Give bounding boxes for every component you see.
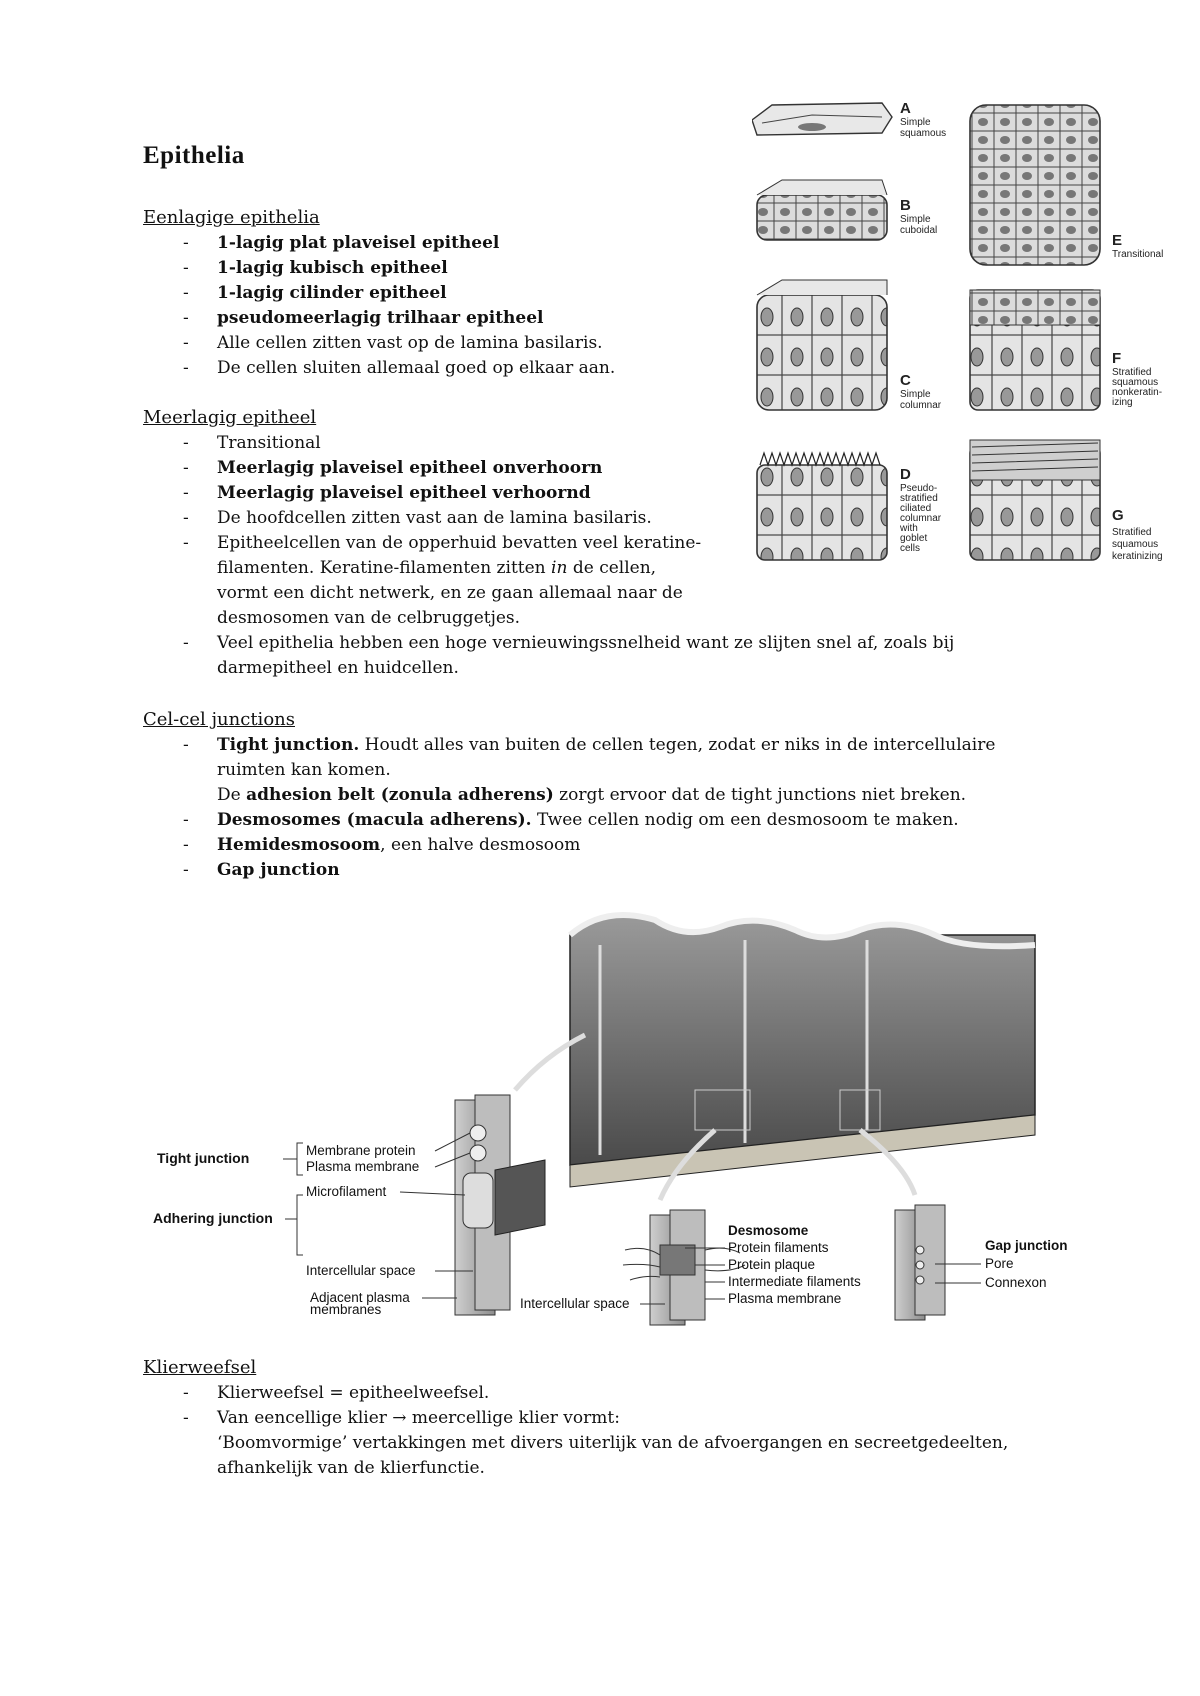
label-caption: keratinizing [1112, 551, 1163, 562]
list-item: - Desmosomes (macula adherens). Twee cellen nodig om een desmosoom te maken. [183, 810, 959, 830]
label-letter: C [900, 372, 911, 389]
label-desmosome-plasma-membrane: Plasma membrane [728, 1291, 842, 1306]
transitional-illustration [970, 105, 1100, 265]
desmosome-detail-illustration [623, 1210, 745, 1325]
label-caption: goblet [900, 533, 928, 544]
gap-junction-detail-illustration [895, 1205, 945, 1320]
list-item: - 1-lagig kubisch epitheel [183, 258, 448, 278]
label-membranes: membranes [310, 1302, 382, 1317]
cuboidal-illustration [757, 180, 887, 240]
label-gap-junction: Gap junction [985, 1238, 1068, 1253]
label-protein-plaque: Protein plaque [728, 1257, 816, 1272]
squamous-illustration [752, 103, 892, 135]
label-caption: Stratified [1112, 367, 1152, 378]
list-item: - De hoofdcellen zitten vast aan de lamina basilaris. [183, 508, 652, 528]
cell-junctions-figure [145, 905, 1080, 1335]
label-caption: squamous [1112, 377, 1159, 388]
label-desmosome: Desmosome [728, 1223, 809, 1238]
label-caption: squamous [900, 128, 947, 139]
label-protein-filaments: Protein filaments [728, 1240, 829, 1255]
label-intermediate-filaments: Intermediate filaments [728, 1274, 861, 1289]
junction-right-labels [306, 1133, 473, 1317]
label-tight-junction: Tight junction [157, 1150, 250, 1166]
label-caption: with [900, 523, 918, 534]
label-caption: cuboidal [900, 225, 938, 236]
list-junctions [143, 733, 1083, 883]
section-heading-klierweefsel: Klierweefsel [143, 1357, 257, 1378]
label-caption: columnar [900, 513, 942, 524]
list-item: - Van eencellige klier → meercellige klier vormt: ‘Boomvormige’ vertakkingen met divers uiterlijk van de afvoergangen en secreetgedeelten, afhankelijk van de klierfunctie. [183, 1408, 1009, 1478]
label-caption: ciliated [900, 503, 932, 514]
label-caption: stratified [900, 493, 938, 504]
junction-left-labels [153, 1143, 303, 1255]
label-caption: Pseudo- [900, 483, 938, 494]
list-item: - Hemidesmosoom, een halve desmosoom [183, 835, 581, 855]
label-caption: Transitional [1112, 249, 1164, 260]
epithelia-types-figure [752, 95, 1192, 575]
list-eenlagige [143, 231, 763, 381]
label-letter: D [900, 466, 911, 483]
list-item: - 1-lagig cilinder epitheel [183, 283, 447, 303]
section-heading-eenlagige: Eenlagige epithelia [143, 207, 320, 228]
label-caption: Simple [900, 214, 931, 225]
label-intercellular-space: Intercellular space [306, 1263, 416, 1278]
label-letter: G [1112, 507, 1124, 524]
section-heading-junctions: Cel-cel junctions [143, 709, 295, 730]
pseudostratified-illustration [757, 453, 887, 560]
label-letter: B [900, 197, 911, 214]
page-title: Epithelia [143, 142, 245, 169]
label-adjacent-plasma: Adjacent plasma [310, 1290, 410, 1305]
label-caption: Simple [900, 389, 931, 400]
label-pore: Pore [985, 1256, 1014, 1271]
tight-junction-detail-illustration [455, 1095, 545, 1315]
list-item: - Klierweefsel = epitheelweefsel. [183, 1383, 490, 1403]
label-letter: F [1112, 350, 1122, 367]
gap-junction-labels [935, 1238, 1068, 1290]
list-item: - De cellen sluiten allemaal goed op elkaar aan. [183, 358, 616, 378]
list-item: - pseudomeerlagig trilhaar epitheel [183, 308, 544, 328]
label-plasma-membrane: Plasma membrane [306, 1159, 420, 1174]
label-letter: E [1112, 232, 1123, 249]
label-adhering-junction: Adhering junction [153, 1210, 273, 1226]
label-desmosome-intercellular-space: Intercellular space [520, 1296, 630, 1311]
list-item: - Meerlagig plaveisel epitheel onverhoorn [183, 458, 603, 478]
label-microfilament: Microfilament [306, 1184, 387, 1199]
list-item: - Epitheelcellen van de opperhuid bevatten veel keratine- filamenten. Keratine-filamenten zitten in de cellen, vormt een dicht netwerk, en ze gaan allemaal naar de desmosomen van de celbruggetjes. [183, 533, 702, 628]
label-caption: Simple [900, 117, 931, 128]
tissue-block-illustration [515, 915, 1035, 1200]
columnar-illustration [757, 280, 887, 410]
label-letter: A [900, 100, 911, 117]
stratified-nonkeratinizing-illustration [970, 290, 1100, 410]
label-membrane-protein: Membrane protein [306, 1143, 416, 1158]
stratified-keratinizing-illustration [970, 440, 1100, 560]
label-caption: nonkeratin- [1112, 387, 1163, 398]
list-item: - Transitional [183, 433, 321, 453]
label-connexon: Connexon [985, 1275, 1047, 1290]
label-caption: Stratified [1112, 527, 1152, 538]
section-heading-meerlagig: Meerlagig epitheel [143, 407, 317, 428]
label-caption: squamous [1112, 539, 1159, 550]
list-item: - Meerlagig plaveisel epitheel verhoornd [183, 483, 591, 503]
label-caption: izing [1112, 397, 1133, 408]
list-item: - Alle cellen zitten vast op de lamina basilaris. [183, 333, 603, 353]
label-caption: columnar [900, 400, 942, 411]
list-item: - Veel epithelia hebben een hoge vernieuwingssnelheid want ze slijten snel af, zoals bij darmepitheel en huidcellen. [183, 633, 955, 678]
list-item: - 1-lagig plat plaveisel epitheel [183, 233, 500, 253]
list-item: - Tight junction. Houdt alles van buiten de cellen tegen, zodat er niks in de intercellulaire ruimten kan komen. De adhesion belt (zonula adherens) zorgt ervoor dat de tight junctions niet breken. [183, 735, 996, 805]
label-caption: cells [900, 543, 921, 554]
list-klierweefsel [143, 1381, 1083, 1481]
list-item: - Gap junction [183, 860, 340, 880]
